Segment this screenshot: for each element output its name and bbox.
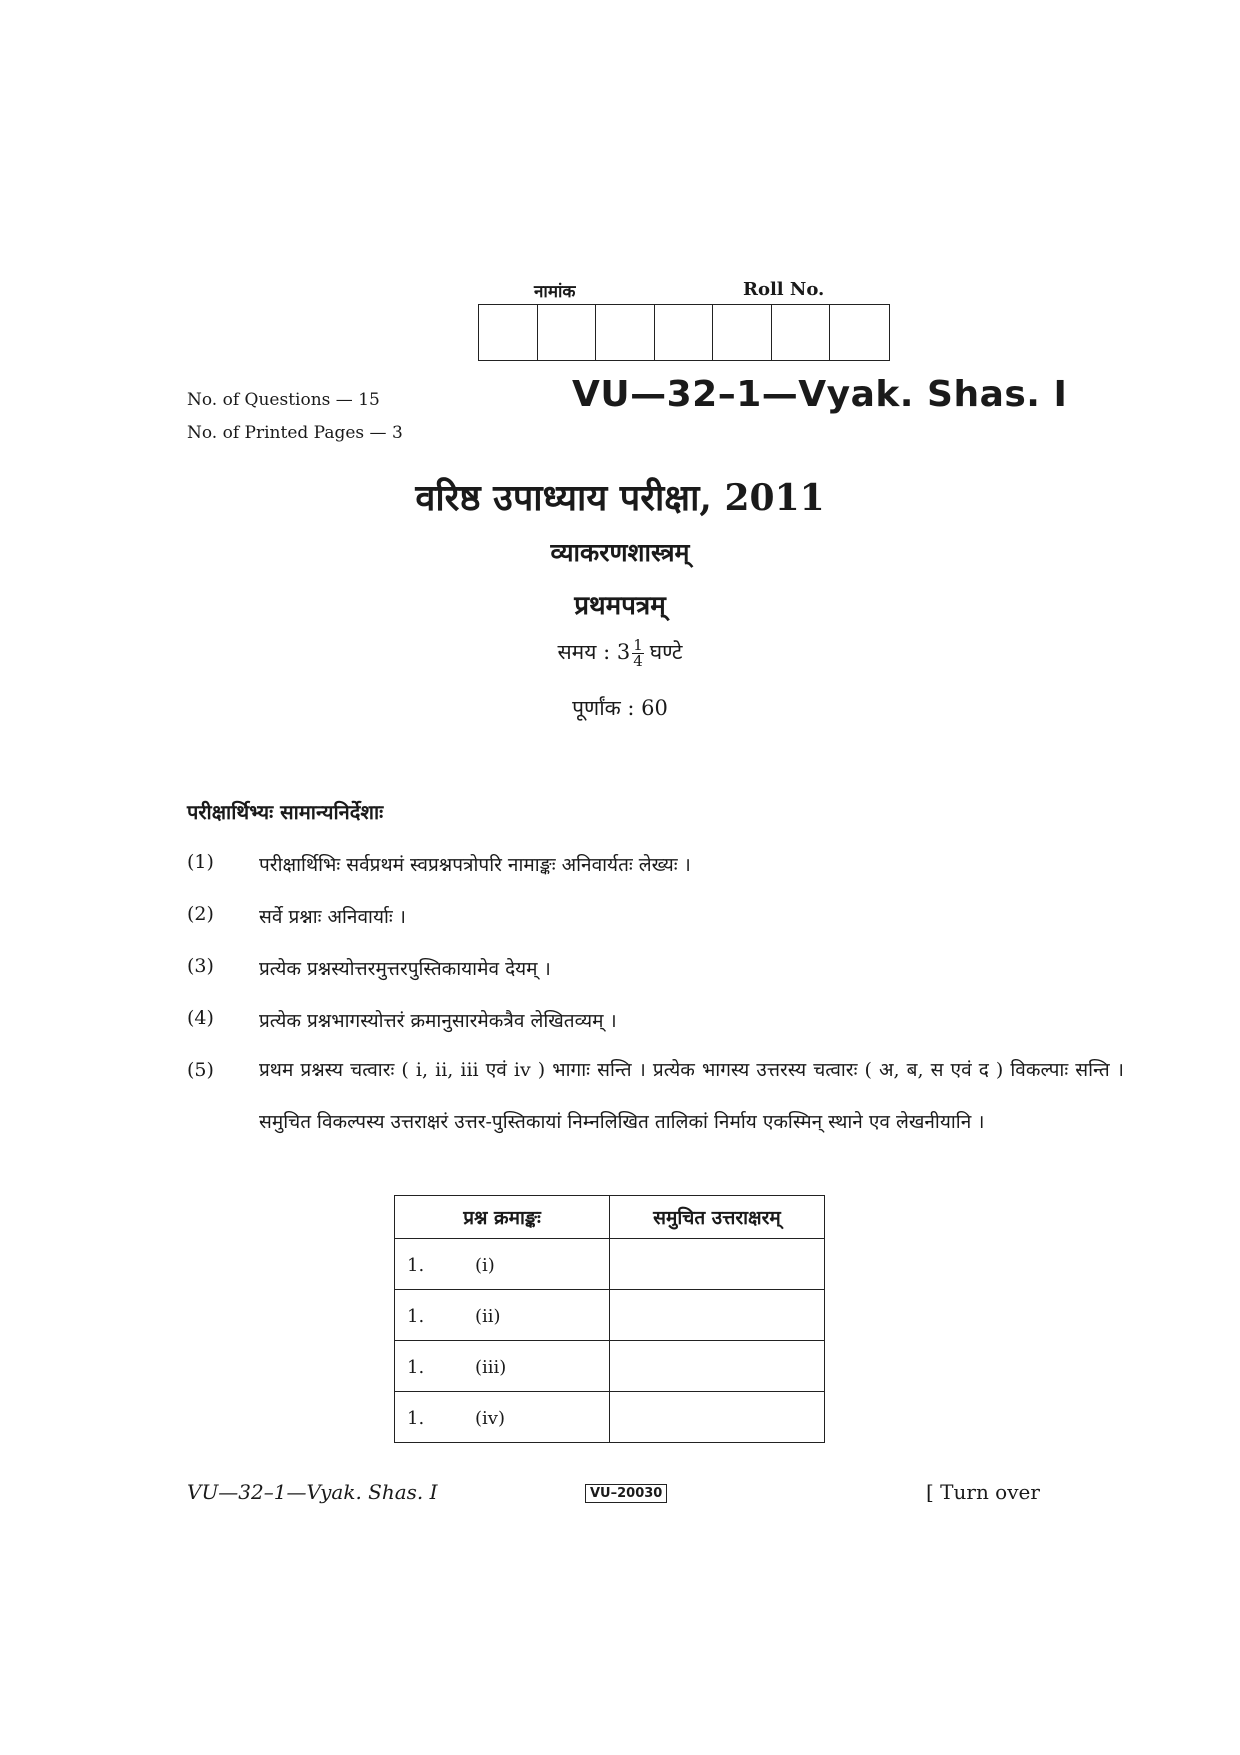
column-header-answer-letter: समुचित उत्तराक्षरम् (610, 1196, 825, 1239)
row-number: 1. (407, 1306, 425, 1327)
instruction-text: प्रत्येक प्रश्नभागस्योत्तरं क्रमानुसारमेकत्रैव लेखितव्यम् । (259, 1010, 617, 1032)
table-row (395, 1290, 825, 1341)
answer-cell[interactable] (610, 1239, 825, 1290)
time-fraction (632, 638, 644, 669)
row-number: 1. (407, 1357, 425, 1378)
instruction-number: (4) (187, 1007, 214, 1029)
roll-box[interactable] (538, 305, 597, 360)
paper-title: प्रथमपत्रम् (574, 591, 666, 621)
time-unit: घण्टे (649, 640, 683, 664)
row-number: 1. (407, 1255, 425, 1276)
instruction-text: सर्वे प्रश्नाः अनिवार्याः । (259, 906, 406, 928)
row-subpart: (i) (475, 1255, 495, 1276)
roll-box[interactable] (655, 305, 714, 360)
instruction-number: (5) (187, 1059, 214, 1081)
instruction-number: (2) (187, 903, 214, 925)
instruction-text: प्रत्येक प्रश्नस्योत्तरमुत्तरपुस्तिकायामेव देयम् । (259, 958, 551, 980)
roll-number-boxes (478, 304, 890, 361)
row-number: 1. (407, 1408, 425, 1429)
question-number-cell (395, 1341, 610, 1392)
row-subpart: (iv) (475, 1408, 505, 1429)
table-row (395, 1239, 825, 1290)
roll-label-hindi: नामांक (534, 282, 576, 302)
number-of-pages: No. of Printed Pages — 3 (187, 423, 403, 443)
answer-cell[interactable] (610, 1341, 825, 1392)
question-number-cell (395, 1239, 610, 1290)
table-row (395, 1392, 825, 1443)
instruction-text: प्रथम प्रश्नस्य चत्वारः ( i, ii, iii एवं iv ) भागाः सन्ति । प्रत्येक भागस्य उत्तरस्य चत्वारः ( अ, ब, स एवं द ) विकल्पाः सन्ति । समुचित विकल्पस्य उत्तराक्षरं उत्तर-पुस्तिकायां निम्नलिखित तालिकां निर्माय एकस्मिन् स्थाने एव लेखनीयानि । (259, 1059, 1124, 1133)
footer-paper-code: VU—32–1—Vyak. Shas. I (187, 1480, 438, 1504)
roll-box[interactable] (479, 305, 538, 360)
footer-serial-code: VU–20030 (585, 1484, 667, 1503)
roll-label-english: Roll No. (743, 279, 825, 300)
subject-title: व्याकरणशास्त्रम् (550, 538, 690, 567)
row-subpart: (iii) (475, 1357, 507, 1378)
turn-over-note: [ Turn over (926, 1480, 1040, 1504)
fraction-numerator: 1 (633, 636, 643, 654)
column-header-question-number: प्रश्न क्रमाङ्कः (395, 1196, 610, 1239)
table-row (395, 1341, 825, 1392)
paper-code: VU—32–1—Vyak. Shas. I (572, 374, 1068, 415)
instructions-heading: परीक्षार्थिभ्यः सामान्यनिर्देशाः (187, 800, 384, 824)
number-of-questions: No. of Questions — 15 (187, 390, 380, 410)
answer-cell[interactable] (610, 1392, 825, 1443)
answer-cell[interactable] (610, 1290, 825, 1341)
roll-box[interactable] (830, 305, 889, 360)
table-header-row (395, 1196, 825, 1239)
roll-box[interactable] (596, 305, 655, 360)
question-number-cell (395, 1392, 610, 1443)
fraction-denominator: 4 (633, 652, 643, 670)
total-marks: पूर्णांक : 60 (572, 696, 668, 720)
roll-box[interactable] (713, 305, 772, 360)
answer-table (394, 1195, 825, 1443)
instruction-number: (3) (187, 955, 214, 977)
exam-title: वरिष्ठ उपाध्याय परीक्षा, 2011 (415, 477, 825, 519)
time-label: समय : 3 (557, 640, 631, 664)
roll-box[interactable] (772, 305, 831, 360)
instruction-text: परीक्षार्थिभिः सर्वप्रथमं स्वप्रश्नपत्रोपरि नामाङ्कः अनिवार्यतः लेख्यः । (259, 854, 691, 876)
row-subpart: (ii) (475, 1306, 501, 1327)
time-allowed (0, 638, 1240, 669)
question-number-cell (395, 1290, 610, 1341)
instruction-number: (1) (187, 851, 214, 873)
